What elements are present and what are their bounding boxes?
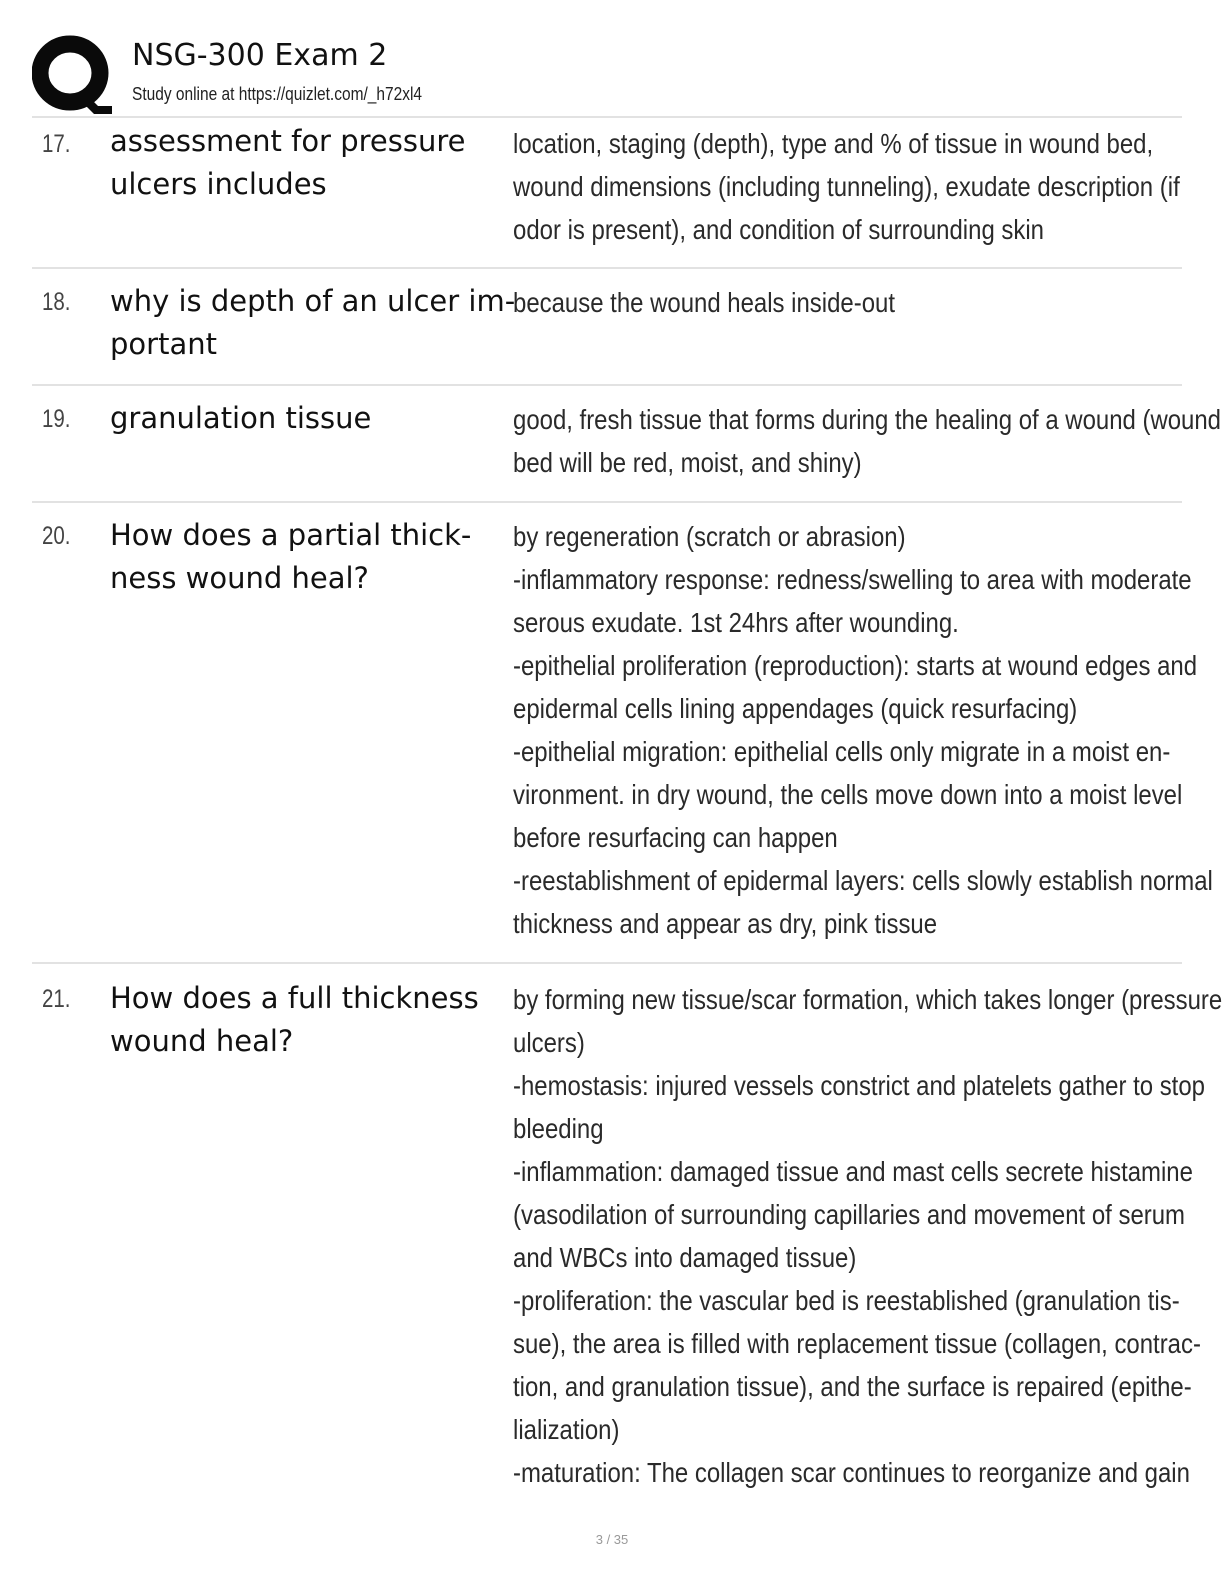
definition-line: -inflammatory response: redness/swelling to area with moderate [513,564,1192,595]
card-number: 20. [42,522,71,550]
definition-line: -epithelial migration: epithelial cells only migrate in a moist en- [513,736,1171,767]
term-line: ulcers includes [110,167,327,201]
card-number: 21. [42,985,71,1013]
term-line: why is depth of an ulcer im- [110,284,516,318]
card-definition [513,978,1223,1494]
card-term [110,280,516,366]
definition-line: -inflammation: damaged tissue and mast cells secrete histamine [513,1156,1193,1187]
term-line: How does a full thickness [110,981,479,1015]
flashcard-19 [32,386,1222,503]
term-line: portant [110,327,217,361]
definition-line: bed will be red, moist, and shiny) [513,447,862,478]
definition-line: -hemostasis: injured vessels constrict and platelets gather to stop [513,1070,1205,1101]
definition-line: by regeneration (scratch or abrasion) [513,521,906,552]
definition-line: location, staging (depth), type and % of tissue in wound bed, [513,128,1154,159]
definition-line: -proliferation: the vascular bed is reestablished (granulation tis- [513,1285,1180,1316]
definition-line: before resurfacing can happen [513,822,838,853]
definition-line: ulcers) [513,1027,585,1058]
flashcard-18 [32,269,1182,386]
page-header [32,30,1182,116]
definition-line: -reestablishment of epidermal layers: cells slowly establish normal [513,865,1213,896]
card-number: 18. [42,288,71,316]
definition-line: good, fresh tissue that forms during the healing of a wound (wound [513,404,1222,435]
term-line: ness wound heal? [110,561,369,595]
card-term [110,514,505,600]
definition-line: -epithelial proliferation (reproduction): starts at wound edges and [513,650,1198,681]
definition-line: vironment. in dry wound, the cells move down into a moist level [513,779,1183,810]
definition-line: thickness and appear as dry, pink tissue [513,908,938,939]
study-online-link[interactable]: Study online at https://quizlet.com/_h72xl4 [132,84,422,104]
card-definition [513,122,1180,251]
definition-line: odor is present), and condition of surrounding skin [513,214,1044,245]
card-term [110,120,505,206]
card-term [110,977,505,1063]
page-number: 3 / 35 [595,1532,629,1547]
card-definition [513,281,1163,324]
card-term [110,397,505,440]
definition-line: wound dimensions (including tunneling), exudate description (if [513,171,1180,202]
term-line: How does a partial thick- [110,518,472,552]
definition-line: by forming new tissue/scar formation, which takes longer (pressure [513,984,1223,1015]
quizlet-logo-icon [32,34,114,114]
flashcard-20 [32,503,1213,964]
definition-line: and WBCs into damaged tissue) [513,1242,857,1273]
definition-line: serous exudate. 1st 24hrs after wounding. [513,607,959,638]
flashcard-17 [32,118,1182,269]
term-line: assessment for pressure [110,124,466,158]
definition-line: epidermal cells lining appendages (quick resurfacing) [513,693,1078,724]
card-number: 19. [42,405,71,433]
flashcard-list [32,116,1223,1524]
definition-line: -maturation: The collagen scar continues to reorganize and gain [513,1457,1190,1488]
definition-line: lialization) [513,1414,620,1445]
card-number: 17. [42,130,71,158]
definition-line: tion, and granulation tissue), and the surface is repaired (epithe- [513,1371,1192,1402]
term-line: granulation tissue [110,401,372,435]
card-definition [513,398,1222,484]
term-line: wound heal? [110,1024,294,1058]
definition-line: sue), the area is filled with replacement tissue (collagen, contrac- [513,1328,1201,1359]
definition-line: because the wound heals inside-out [513,287,895,318]
card-definition [513,515,1213,945]
definition-line: bleeding [513,1113,604,1144]
flashcard-21 [32,964,1223,1524]
page-title: NSG-300 Exam 2 [132,38,388,73]
definition-line: (vasodilation of surrounding capillaries and movement of serum [513,1199,1186,1230]
